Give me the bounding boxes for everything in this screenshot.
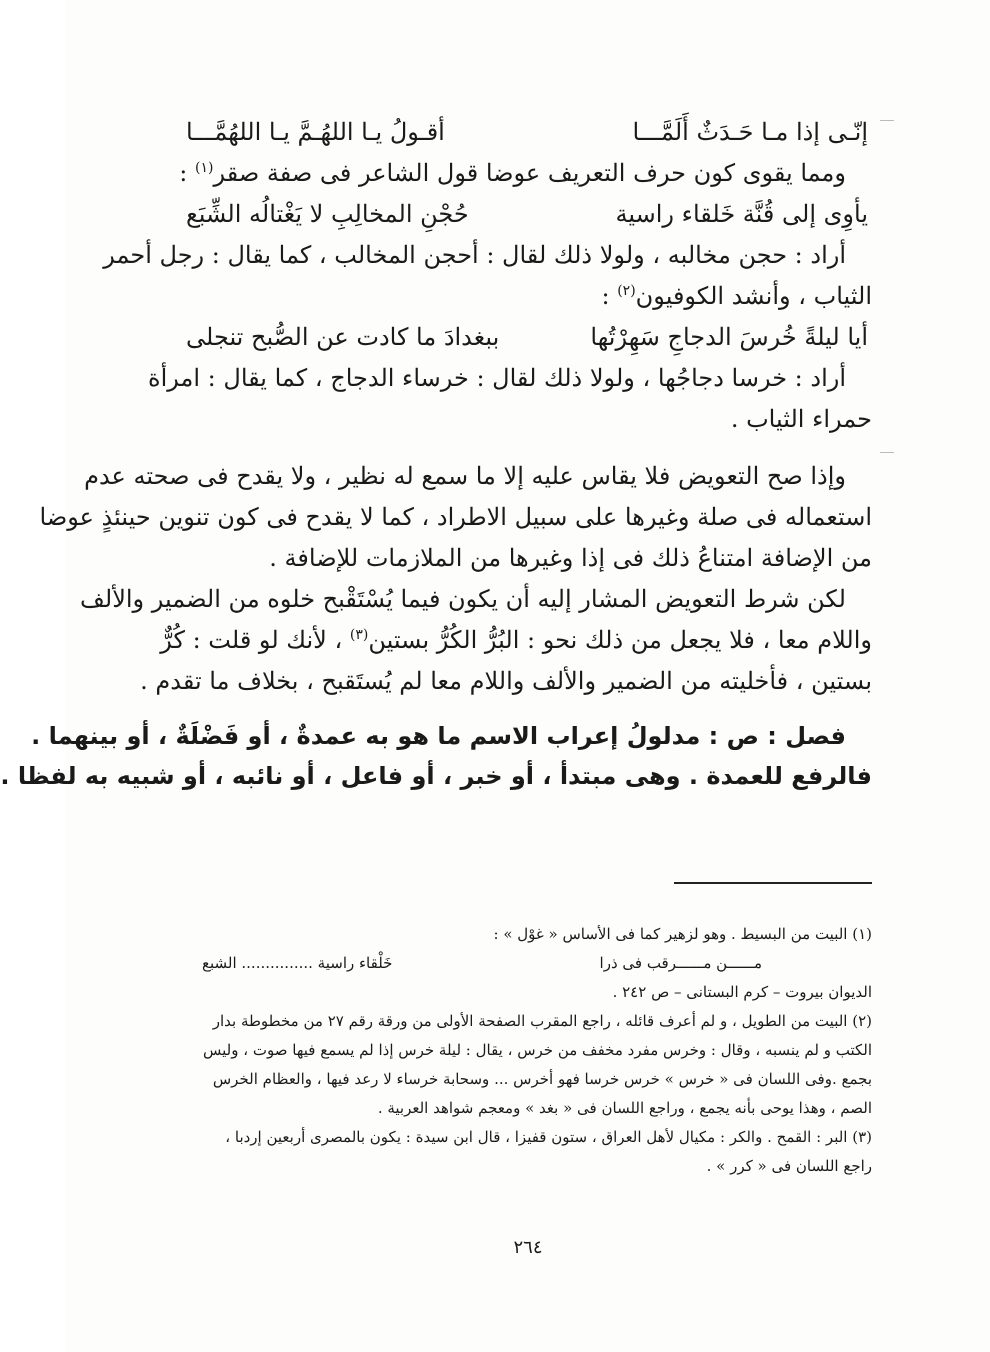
footnote-2-line-1: (٢) البيت من الطويل ، و لم أعرف قائله ، راجع المقرب الصفحة الأولى من ورقة رقم ٢٧ من مخطوطة بدار xyxy=(212,1012,872,1030)
paragraph-4-line-3: من الإضافة امتناعُ ذلك فى إذا وغيرها من الملازمات للإضافة . xyxy=(269,544,872,572)
footnote-ref-2: (٢) xyxy=(617,283,636,299)
footnote-ref-1: (١) xyxy=(195,160,214,176)
footnote-2-line-3: بجمع .وفى اللسان فى « خرس » خرس خرسا فهو أخرس ... وسحابة خرساء لا رعد فيها ، والعظام الخرس xyxy=(212,1070,872,1088)
paragraph-4-line-1: وإذا صح التعويض فلا يقاس عليه إلا ما سمع له نظير ، ولا يقدح فى صحته عدم xyxy=(84,462,846,490)
section-heading xyxy=(0,716,872,796)
page-number: ٢٦٤ xyxy=(513,1237,543,1258)
paragraph-5 xyxy=(80,579,872,702)
paragraph-2-line-2 xyxy=(182,276,872,317)
paragraph-3-line-2: حمراء الثياب . xyxy=(730,405,872,433)
margin-mark xyxy=(880,120,894,121)
section-heading-line-2: فالرفع للعمدة . وهى مبتدأ ، أو خبر ، أو فاعل ، أو نائبه ، أو شبيه به لفظا . xyxy=(0,762,872,790)
footnote-1-verse xyxy=(202,949,762,978)
margin-mark xyxy=(880,452,894,453)
verse-1 xyxy=(182,112,872,153)
footnote-1-source: الديوان بيروت – كرم البستانى – ص ٢٤٢ . xyxy=(612,983,872,1001)
paragraph-1 xyxy=(179,153,872,194)
verse-1-first-hemistich: إنّـى إذا مـا حَـدَثٌ أَلَمَّـــا xyxy=(632,118,868,146)
verse-2 xyxy=(182,194,872,235)
paragraph-4-line-2: استعماله فى صلة وغيرها على سبيل الاطراد ، كما لا يقدح فى كون تنوين حينئذٍ عوضا xyxy=(39,503,872,531)
footnote-3-line-1: (٣) البر : القمح . والكر : مكيال لأهل العراق ، ستون قفيزا ، قال ابن سيدة : يكون بالمصرى أربعين إردبا ، xyxy=(225,1128,872,1146)
verse-3-second-hemistich: ببغدادَ ما كادت عن الصُّبح تنجلى xyxy=(186,323,500,351)
paragraph-4 xyxy=(39,456,872,579)
verse-1-second-hemistich: أقـولُ يـا اللهُـمَّ يـا اللهُمَّـــا xyxy=(186,118,445,146)
footnote-1-verse-right: مــــــن مــــــرقب فى ذرا xyxy=(599,954,762,972)
footnote-1-line-1: (١) البيت من البسيط . وهو لزهير كما فى الأساس « غوْل » : xyxy=(493,925,872,943)
paragraph-2-text: الثياب ، وأنشد الكوفيون xyxy=(635,282,872,310)
footnote-ref-3: (٣) xyxy=(349,627,369,643)
paragraph-5-text-a: واللام معا ، فلا يجعل من ذلك نحو : البُرُّ الكُرُّ بستين xyxy=(368,626,872,654)
verse-2-second-hemistich: حُجْنِ المخالِبِ لا يَغْتالُه الشِّبَع xyxy=(186,200,469,228)
paragraph-5-line-1: لكن شرط التعويض المشار إليه أن يكون فيما يُسْتَقْبح خلوه من الضمير والألف xyxy=(80,585,846,613)
paragraph-2-line-1: أراد : حجن مخالبه ، ولولا ذلك لقال : أحجن المخالب ، كما يقال : رجل أحمر xyxy=(103,241,846,269)
paragraph-1-end: : xyxy=(179,159,196,187)
verse-3 xyxy=(182,317,872,358)
paragraph-5-line-2 xyxy=(160,620,872,661)
footnote-3-line-2: راجع اللسان فى « كرر » . xyxy=(706,1157,872,1175)
verse-3-first-hemistich: أيا ليلةً خُرسَ الدجاجِ سَهِرْتُها xyxy=(590,323,868,351)
footnote-1-verse-left: خَلْقاء راسية ............... الشبع xyxy=(202,954,393,972)
paragraph-1-text: ومما يقوى كون حرف التعريف عوضا قول الشاعر فى صفة صقر xyxy=(213,159,846,187)
footnote-separator xyxy=(674,882,872,884)
paragraph-5-text-b: ، لأنك لو قلت : كُرٌّ xyxy=(160,626,350,654)
verse-2-first-hemistich: يأوِى إلى قُنَّة خَلقاء راسية xyxy=(615,200,868,228)
main-text xyxy=(0,112,872,796)
footnotes xyxy=(182,920,872,1181)
footnote-2-line-2: الكتب و لم ينسبه ، وقال : وخرس مفرد مخفف من خرس ، يقال : ليلة خرس إذا لم يسمع فيها صوت ، وليس xyxy=(203,1041,872,1059)
footnote-2-line-4: الصم ، وهذا يوحى بأنه يجمع ، وراجع اللسان فى « بغد » ومعجم شواهد العربية . xyxy=(377,1099,872,1117)
section-heading-line-1: فصل : ص : مدلولُ إعراب الاسم ما هو به عمدةٌ ، أو فَضْلَةٌ ، أو بينهما . xyxy=(31,722,846,750)
paragraph-5-line-3: بستين ، فأخليته من الضمير والألف واللام معا لم يُستَقبح ، بخلاف ما تقدم . xyxy=(140,667,872,695)
paragraph-3-line-1: أراد : خرسا دجاجُها ، ولولا ذلك لقال : خرساء الدجاج ، كما يقال : امرأة xyxy=(148,364,846,392)
paragraph-2-end: : xyxy=(601,282,618,310)
